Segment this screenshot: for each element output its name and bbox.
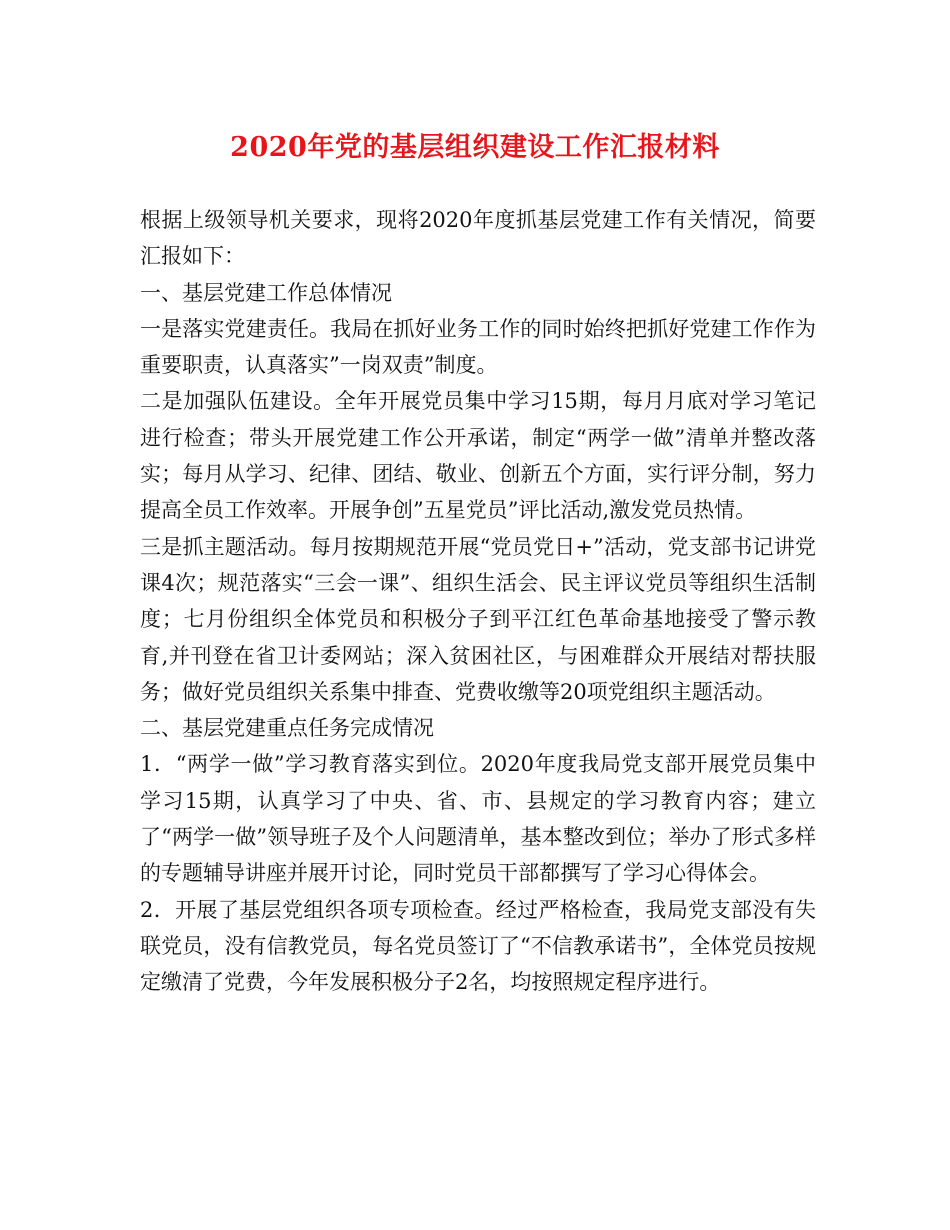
section-heading-2: 二、基层党建重点任务完成情况 [140, 716, 434, 741]
paragraph-theme-activities: 三是抓主题活动。每月按期规范开展“党员党日+”活动，党支部书记讲党课4次；规范落实“三会一课”、组织生活会、民主评议党员等组织生活制度；七月份组织全体党员和积极分子到平江红色革命基地接受了警示教育,并刊登在省卫计委网站；深入贫困社区，与困难群众开展结对帮扶服务；做好党员组织关系集中排查、党费收缴等20项党组织主题活动。 [140, 534, 816, 704]
section-heading-1: 一、基层党建工作总体情况 [140, 280, 392, 305]
document-title: 2020年党的基层组织建设工作汇报材料 [230, 132, 720, 163]
intro-paragraph: 根据上级领导机关要求，现将2020年度抓基层党建工作有关情况，简要汇报如下： [140, 208, 816, 269]
paragraph-item-1: 1．“两学一做”学习教育落实到位。2020年度我局党支部开展党员集中学习15期，认真学习了中央、省、市、县规定的学习教育内容；建立了“两学一做”领导班子及个人问题清单，基本整改到位；举办了形式多样的专题辅导讲座并展开讨论，同时党员干部都撰写了学习心得体会。 [140, 752, 816, 886]
paragraph-item-2: 2．开展了基层党组织各项专项检查。经过严格检查，我局党支部没有失联党员，没有信教党员，每名党员签订了“不信教承诺书”，全体党员按规定缴清了党费，今年发展积极分子2名，均按照规定程序进行。 [140, 897, 816, 995]
document-body [140, 202, 816, 1001]
paragraph-responsibility: 一是落实党建责任。我局在抓好业务工作的同时始终把抓好党建工作作为重要职责，认真落实”一岗双责”制度。 [140, 316, 816, 378]
paragraph-team-building: 二是加强队伍建设。全年开展党员集中学习15期，每月月底对学习笔记进行检查；带头开展党建工作公开承诺，制定“两学一做”清单并整改落实；每月从学习、纪律、团结、敬业、创新五个方面，实行评分制，努力提高全员工作效率。开展争创”五星党员”评比活动,激发党员热情。 [140, 389, 816, 523]
